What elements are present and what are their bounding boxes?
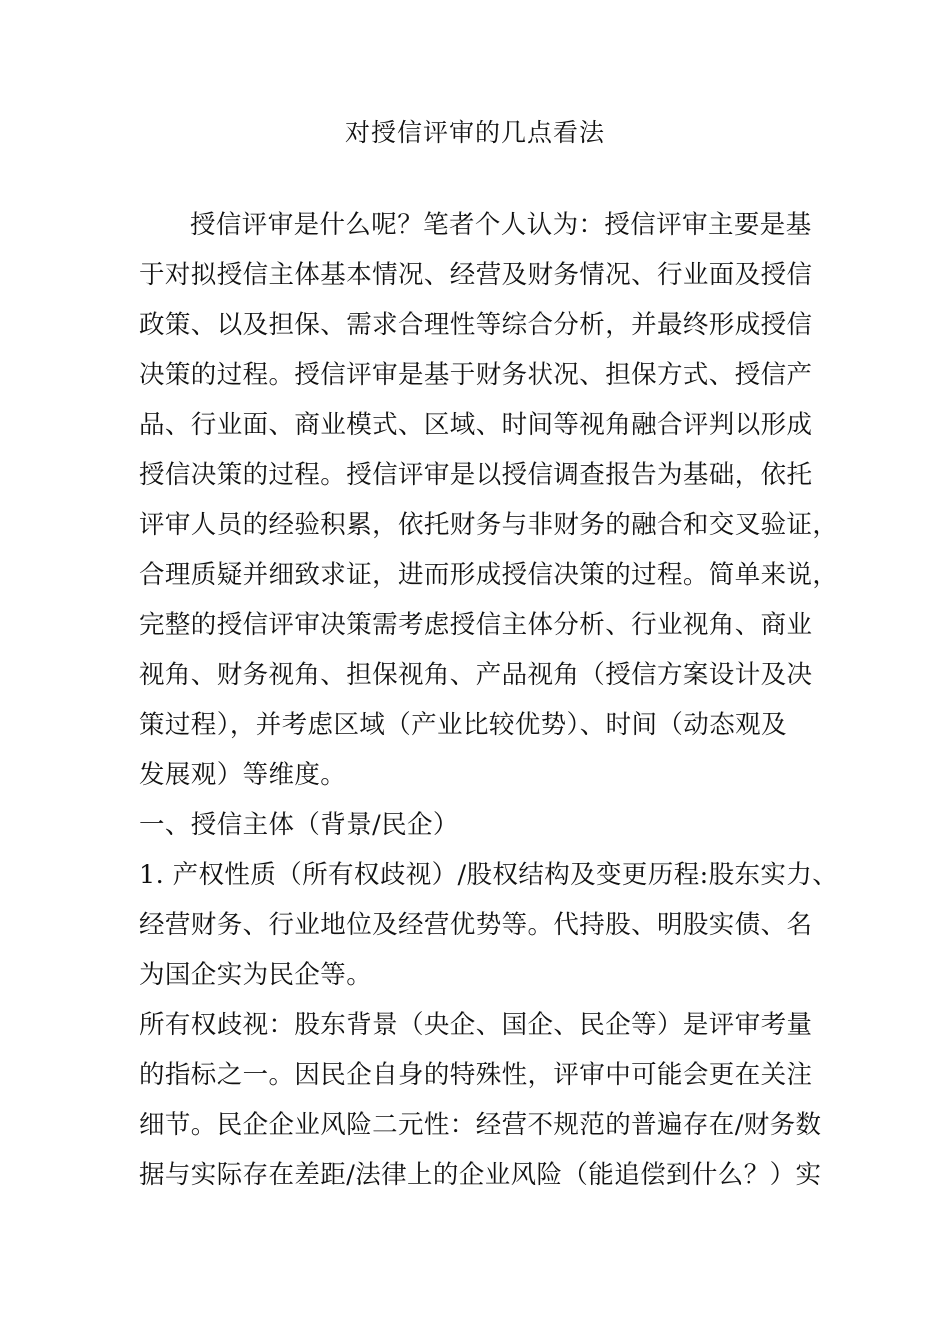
paragraph-line: 合理质疑并细致求证，进而形成授信决策的过程。简单来说， — [139, 560, 839, 590]
paragraph-line: 授信决策的过程。授信评审是以授信调查报告为基础，依托 — [139, 460, 813, 490]
paragraph-line: 经营财务、行业地位及经营优势等。代持股、明股实债、名 — [139, 910, 813, 940]
paragraph-line: 据与实际存在差距/法律上的企业风险（能追偿到什么？）实 — [139, 1160, 822, 1190]
paragraph-line: 为国企实为民企等。 — [139, 960, 373, 990]
paragraph-line: 发展观）等维度。 — [139, 760, 347, 790]
paragraph-line: 策过程），并考虑区域（产业比较优势）、时间（动态观及 — [139, 710, 787, 740]
paragraph-line: 的指标之一。因民企自身的特殊性，评审中可能会更在关注 — [139, 1060, 813, 1090]
section-heading: 一、授信主体（背景/民企） — [139, 810, 459, 840]
paragraph-line: 品、行业面、商业模式、区域、时间等视角融合评判以形成 — [139, 410, 813, 440]
paragraph-line: 政策、以及担保、需求合理性等综合分析，并最终形成授信 — [139, 310, 813, 340]
paragraph-line: 于对拟授信主体基本情况、经营及财务情况、行业面及授信 — [139, 260, 813, 290]
paragraph-line: 授信评审是什么呢？笔者个人认为：授信评审主要是基 — [190, 210, 812, 240]
paragraph-line: 视角、财务视角、担保视角、产品视角（授信方案设计及决 — [139, 660, 813, 690]
paragraph-line: 评审人员的经验积累，依托财务与非财务的融合和交叉验证， — [139, 510, 839, 540]
paragraph-line: 完整的授信评审决策需考虑授信主体分析、行业视角、商业 — [139, 610, 813, 640]
document-title: 对授信评审的几点看法 — [344, 118, 605, 147]
paragraph-line: 所有权歧视：股东背景（央企、国企、民企等）是评审考量 — [139, 1010, 813, 1040]
numbered-item-line: 1. 产权性质（所有权歧视）/股权结构及变更历程:股东实力、 — [139, 860, 839, 890]
paragraph-line: 决策的过程。授信评审是基于财务状况、担保方式、授信产 — [139, 360, 813, 390]
paragraph-line: 细节。民企企业风险二元性：经营不规范的普遍存在/财务数 — [139, 1110, 822, 1140]
